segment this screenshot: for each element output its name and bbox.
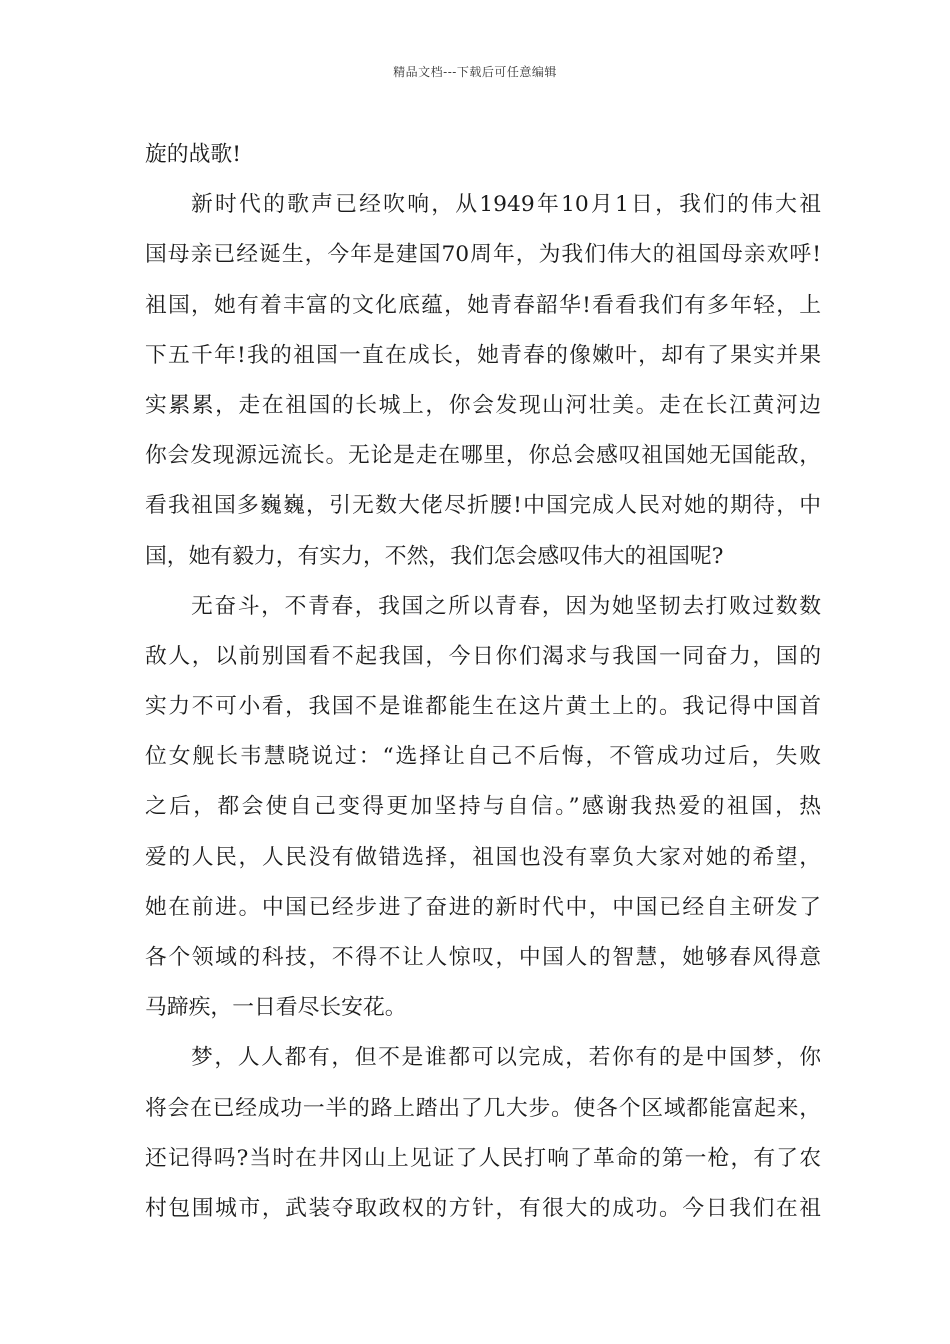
text-line: 村包围城市，武装夺取政权的方针，有很大的成功。今日我们在祖: [145, 1195, 821, 1221]
text-line: 看我祖国多巍巍，引无数大佬尽折腰!中国完成人民对她的期待，中: [145, 493, 821, 519]
text-line: 你会发现源远流长。无论是走在哪里，你总会感叹祖国她无国能敌，: [145, 443, 821, 469]
text-line: 爱的人民，人民没有做错选择，祖国也没有辜负大家对她的希望，: [145, 844, 821, 870]
text-line: 下五千年!我的祖国一直在成长，她青春的像嫩叶，却有了果实并果: [145, 342, 821, 368]
text-line: 实累累，走在祖国的长城上，你会发现山河壮美。走在长江黄河边: [145, 392, 821, 418]
text-line: 位女舰长韦慧晓说过：“选择让自己不后悔，不管成功过后，失败: [145, 744, 821, 770]
text-line: 将会在已经成功一半的路上踏出了几大步。使各个区域都能富起来，: [145, 1095, 821, 1121]
text-line: 马蹄疾，一日看尽长安花。: [145, 995, 407, 1021]
text-line: 旋的战歌!: [145, 142, 241, 167]
text-line: 实力不可小看，我国不是谁都能生在这片黄土上的。我记得中国首: [145, 694, 821, 720]
text-line: 梦，人人都有，但不是谁都可以完成，若你有的是中国梦，你: [191, 1045, 821, 1071]
text-line: 她在前进。中国已经步进了奋进的新时代中，中国已经自主研发了: [145, 894, 821, 920]
text-line: 各个领域的科技，不得不让人惊叹，中国人的智慧，她够春风得意: [145, 945, 821, 970]
page-header: 精品文档---下载后可任意编辑: [393, 65, 557, 79]
text-line: 还记得吗?当时在井冈山上见证了人民打响了革命的第一枪，有了农: [145, 1145, 821, 1171]
text-line: 敌人，以前别国看不起我国，今日你们渴求与我国一同奋力，国的: [145, 643, 821, 669]
text-line: 无奋斗，不青春，我国之所以青春，因为她坚韧去打败过数数: [191, 593, 821, 619]
text-line: 国，她有毅力，有实力，不然，我们怎会感叹伟大的祖国呢?: [145, 543, 724, 569]
text-line: 之后，都会使自己变得更加坚持与自信。”感谢我热爱的祖国，热: [145, 794, 821, 820]
document-body: [145, 130, 821, 1234]
text-line: 祖国，她有着丰富的文化底蕴，她青春韶华!看看我们有多年轻，上: [145, 292, 821, 318]
text-line: 国母亲已经诞生，今年是建国70周年，为我们伟大的祖国母亲欢呼!: [145, 242, 821, 268]
text-line: 新时代的歌声已经吹响，从1949年10月1日，我们的伟大祖: [191, 192, 821, 218]
